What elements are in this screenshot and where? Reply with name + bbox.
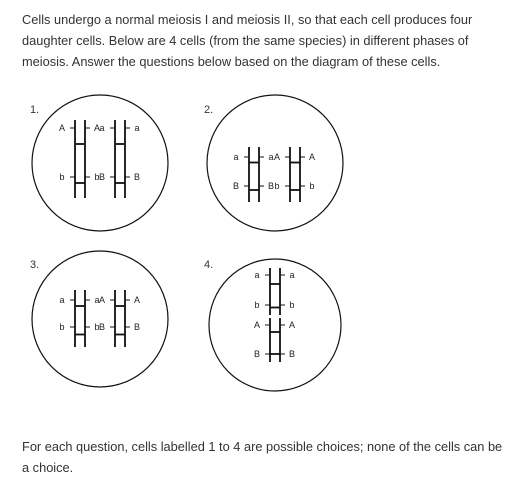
chromosome — [59, 120, 100, 168]
allele-label-left: B — [253, 349, 261, 359]
cell-membrane — [32, 251, 168, 387]
allele-label-left: a — [233, 152, 239, 162]
chromosome — [59, 168, 99, 198]
allele-label-right: B — [288, 349, 296, 359]
cell-2 — [207, 95, 343, 231]
allele-label-left: B — [98, 172, 106, 182]
allele-label-right: a — [289, 270, 295, 280]
allele-label-right: A — [133, 295, 141, 305]
chromosome — [99, 168, 140, 198]
chromosome — [99, 290, 140, 322]
allele-label-left: A — [58, 123, 66, 133]
allele-label-right: b — [94, 322, 100, 332]
chromosome — [274, 147, 315, 178]
chromosome — [59, 290, 99, 322]
cell-label-3: 3. — [30, 259, 40, 271]
allele-label-right: a — [268, 152, 274, 162]
chromosome — [59, 322, 99, 347]
allele-label-left: b — [254, 300, 260, 310]
allele-label-left: B — [232, 181, 240, 191]
allele-label-left: A — [253, 320, 261, 330]
footer-text: For each question, cells labelled 1 to 4 are possible choices; none of the cells can be a choice. — [22, 439, 503, 475]
cell-label-4: 4. — [204, 259, 214, 271]
allele-label-right: A — [288, 320, 296, 330]
allele-label-right: B — [133, 322, 141, 332]
allele-label-left: a — [59, 295, 65, 305]
allele-label-right: a — [94, 295, 100, 305]
cell-4 — [209, 259, 341, 391]
allele-label-right: a — [134, 123, 140, 133]
allele-label-left: a — [254, 270, 260, 280]
allele-label-right: A — [93, 123, 101, 133]
allele-label-left: a — [99, 123, 105, 133]
allele-label-left: b — [274, 181, 280, 191]
chromosome — [233, 178, 274, 202]
allele-label-right: b — [309, 181, 315, 191]
chromosome — [254, 318, 295, 346]
intro-text: Cells undergo a normal meiosis I and meiosis II, so that each cell produces four daughter cells. Below are 4 cells (from the same species) in different phases of meiosis. Answer the questions below based on the diagram of these cells. — [22, 12, 473, 69]
chromosome — [254, 300, 294, 315]
cell-label-2: 2. — [204, 104, 214, 116]
allele-label-left: A — [98, 295, 106, 305]
allele-label-right: B — [133, 172, 141, 182]
cell-label-1: 1. — [30, 104, 40, 116]
cell-3 — [32, 251, 168, 387]
cell-membrane — [207, 95, 343, 231]
chromosome — [274, 178, 314, 202]
allele-label-left: B — [98, 322, 106, 332]
allele-label-right: b — [94, 172, 100, 182]
chromosome — [99, 120, 139, 168]
chromosome — [254, 268, 294, 300]
allele-label-left: b — [59, 172, 65, 182]
allele-label-left: A — [273, 152, 281, 162]
allele-label-right: A — [308, 152, 316, 162]
allele-label-right: B — [267, 181, 275, 191]
cell-1 — [32, 95, 168, 231]
chromosome — [254, 346, 295, 362]
allele-label-right: b — [289, 300, 295, 310]
cell-membrane — [32, 95, 168, 231]
chromosome — [233, 147, 273, 178]
cell-membrane — [209, 259, 341, 391]
allele-label-left: b — [59, 322, 65, 332]
chromosome — [99, 322, 140, 347]
